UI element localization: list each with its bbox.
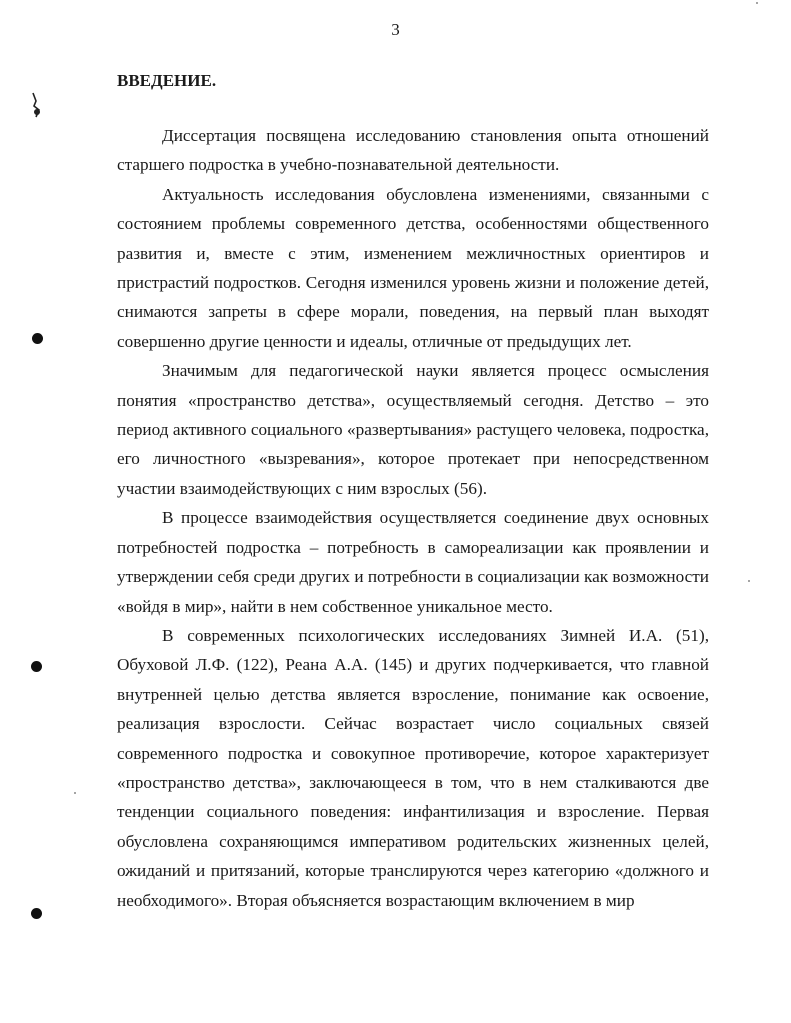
punch-hole-icon	[31, 908, 42, 919]
body-text	[117, 121, 709, 915]
scan-speck	[756, 2, 758, 4]
scan-speck	[748, 580, 750, 582]
paragraph-3: Значимым для педагогической науки является процесс осмысления понятия «пространство детства», осуществляемый сегодня. Детство – это период активного социального «развертывания» растущего человека, подростка, его личностного «вызревания», которое протекает при непосредственном участии взаимодействующих с ним взрослых (56).	[117, 361, 709, 498]
paragraph-1: Диссертация посвящена исследованию становления опыта отношений старшего подростка в учебно-познавательной деятельности.	[117, 126, 709, 175]
paragraph-2: Актуальность исследования обусловлена изменениями, связанными с состоянием проблемы современного детства, особенностями общественного развития и, вместе с этим, изменением межличностных ориентиров и пристрастий подростков. Сегодня изменился уровень жизни и положение детей, снимаются запреты в сфере морали, поведения, на первый план выходят совершенно другие ценности и идеалы, отличные от предыдущих лет.	[117, 184, 709, 351]
scan-speck	[74, 792, 76, 794]
paragraph-4: В процессе взаимодействия осуществляется соединение двух основных потребностей подростка – потребность в самореализации как проявлении и утверждении себя среди других и потребности в социализации как возможности «войдя в мир», найти в нем собственное уникальное место.	[117, 508, 709, 616]
page-number: 3	[391, 20, 400, 39]
section-heading: ВВЕДЕНИЕ.	[117, 71, 217, 90]
paragraph-5: В современных психологических исследованиях Зимней И.А. (51), Обуховой Л.Ф. (122), Реана А.А. (145) и других подчеркивается, что главной внутренней целью детства является взросление, понимание как освоение, реализация взрослости. Сейчас возрастает число социальных связей современного подростка и совокупное противоречие, которое характеризует «пространство детства», заключающееся в том, что в нем сталкиваются две тенденции социального поведения: инфантилизация и взросление. Первая обусловлена сохраняющимся императивом родительских жизненных целей, ожиданий и притязаний, которые транслируются через категорию «должного и необходимого». Вторая объясняется возрастающим включением в мир	[117, 625, 709, 910]
scan-mark-icon	[30, 92, 42, 118]
punch-hole-icon	[32, 333, 43, 344]
punch-hole-icon	[31, 661, 42, 672]
